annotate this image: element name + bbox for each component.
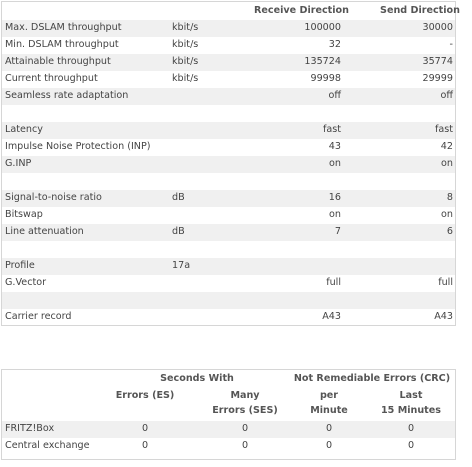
header-errors-ses: Errors (SES) — [212, 405, 278, 416]
row-send-value: 30000 — [422, 22, 453, 33]
row-receive-value: 32 — [328, 39, 341, 50]
row-per-minute: 0 — [325, 440, 333, 451]
row-unit: dB — [172, 226, 185, 237]
row-label: Current throughput — [5, 73, 98, 84]
table-header-row — [2, 2, 460, 19]
row-label: Latency — [5, 124, 43, 135]
table-row — [2, 20, 455, 37]
row-send-value: 29999 — [422, 73, 453, 84]
header-receive-direction: Receive Direction — [254, 5, 349, 16]
table-row — [2, 139, 455, 156]
row-label: Seamless rate adaptation — [5, 90, 129, 101]
table-row — [2, 173, 455, 190]
row-label: Profile — [5, 260, 35, 271]
row-unit: 17a — [172, 260, 191, 271]
header-last: Last — [399, 390, 423, 401]
header-15-minutes: 15 Minutes — [381, 405, 441, 416]
row-errors-ses: 0 — [241, 440, 249, 451]
row-receive-value: 99998 — [310, 73, 341, 84]
row-receive-value: 16 — [328, 192, 341, 203]
row-receive-value: fast — [322, 124, 341, 135]
header-crc-errors: Not Remediable Errors (CRC) — [293, 373, 451, 384]
row-label: G.Vector — [5, 277, 47, 288]
row-send-value: full — [438, 277, 453, 288]
header-minute: Minute — [310, 405, 348, 416]
table-row — [2, 37, 455, 54]
table-row — [2, 292, 455, 309]
table-row — [2, 105, 455, 122]
row-receive-value: 135724 — [304, 56, 341, 67]
row-label: FRITZ!Box — [5, 423, 55, 434]
table-row — [2, 275, 455, 292]
header-send-direction: Send Direction — [380, 5, 460, 16]
table-row — [2, 71, 455, 88]
row-label: Carrier record — [5, 311, 72, 322]
table-row — [2, 241, 455, 258]
table-row — [2, 54, 455, 71]
row-receive-value: full — [326, 277, 341, 288]
row-unit: kbit/s — [172, 56, 199, 67]
table-row — [2, 190, 455, 207]
row-last-15-minutes: 0 — [407, 423, 415, 434]
row-unit: kbit/s — [172, 22, 199, 33]
header-many-1: Many — [230, 390, 260, 401]
row-receive-value: on — [329, 209, 341, 220]
header-per: per — [319, 390, 339, 401]
header-errors-es: Errors (ES) — [115, 390, 175, 401]
row-label: Attainable throughput — [5, 56, 111, 67]
table-row — [2, 156, 455, 173]
row-receive-value: 43 — [328, 141, 341, 152]
header-seconds-with: Seconds With — [160, 373, 234, 384]
row-label: Min. DSLAM throughput — [5, 39, 119, 50]
row-last-15-minutes: 0 — [407, 440, 415, 451]
row-send-value: A43 — [434, 311, 453, 322]
table-row — [2, 438, 455, 455]
table-row — [2, 309, 455, 326]
row-send-value: 42 — [440, 141, 453, 152]
table-row — [2, 122, 455, 139]
row-label: Impulse Noise Protection (INP) — [5, 141, 151, 152]
row-receive-value: A43 — [322, 311, 341, 322]
row-unit: kbit/s — [172, 73, 199, 84]
row-receive-value: 100000 — [304, 22, 341, 33]
row-label: Bitswap — [5, 209, 43, 220]
row-label: G.INP — [5, 158, 32, 169]
table-row — [2, 224, 455, 241]
row-unit: kbit/s — [172, 39, 199, 50]
row-errors-ses: 0 — [241, 423, 249, 434]
error-table — [1, 369, 456, 460]
row-send-value: fast — [434, 124, 453, 135]
table-row — [2, 207, 455, 224]
row-receive-value: on — [329, 158, 341, 169]
row-unit: dB — [172, 192, 185, 203]
table-row — [2, 258, 455, 275]
row-receive-value: off — [328, 90, 341, 101]
row-send-value: off — [440, 90, 453, 101]
row-send-value: 8 — [446, 192, 453, 203]
row-send-value: 35774 — [422, 56, 453, 67]
row-errors-es: 0 — [141, 440, 149, 451]
row-send-value: on — [441, 209, 453, 220]
row-label: Line attenuation — [5, 226, 84, 237]
row-per-minute: 0 — [325, 423, 333, 434]
row-send-value: - — [449, 39, 453, 50]
row-errors-es: 0 — [141, 423, 149, 434]
table-row — [2, 421, 455, 438]
row-label: Max. DSLAM throughput — [5, 22, 122, 33]
row-send-value: on — [441, 158, 453, 169]
dsl-line-table — [1, 1, 460, 326]
table-row — [2, 88, 455, 105]
row-label: Central exchange — [5, 440, 90, 451]
row-send-value: 6 — [446, 226, 453, 237]
row-label: Signal-to-noise ratio — [5, 192, 102, 203]
row-receive-value: 7 — [334, 226, 341, 237]
